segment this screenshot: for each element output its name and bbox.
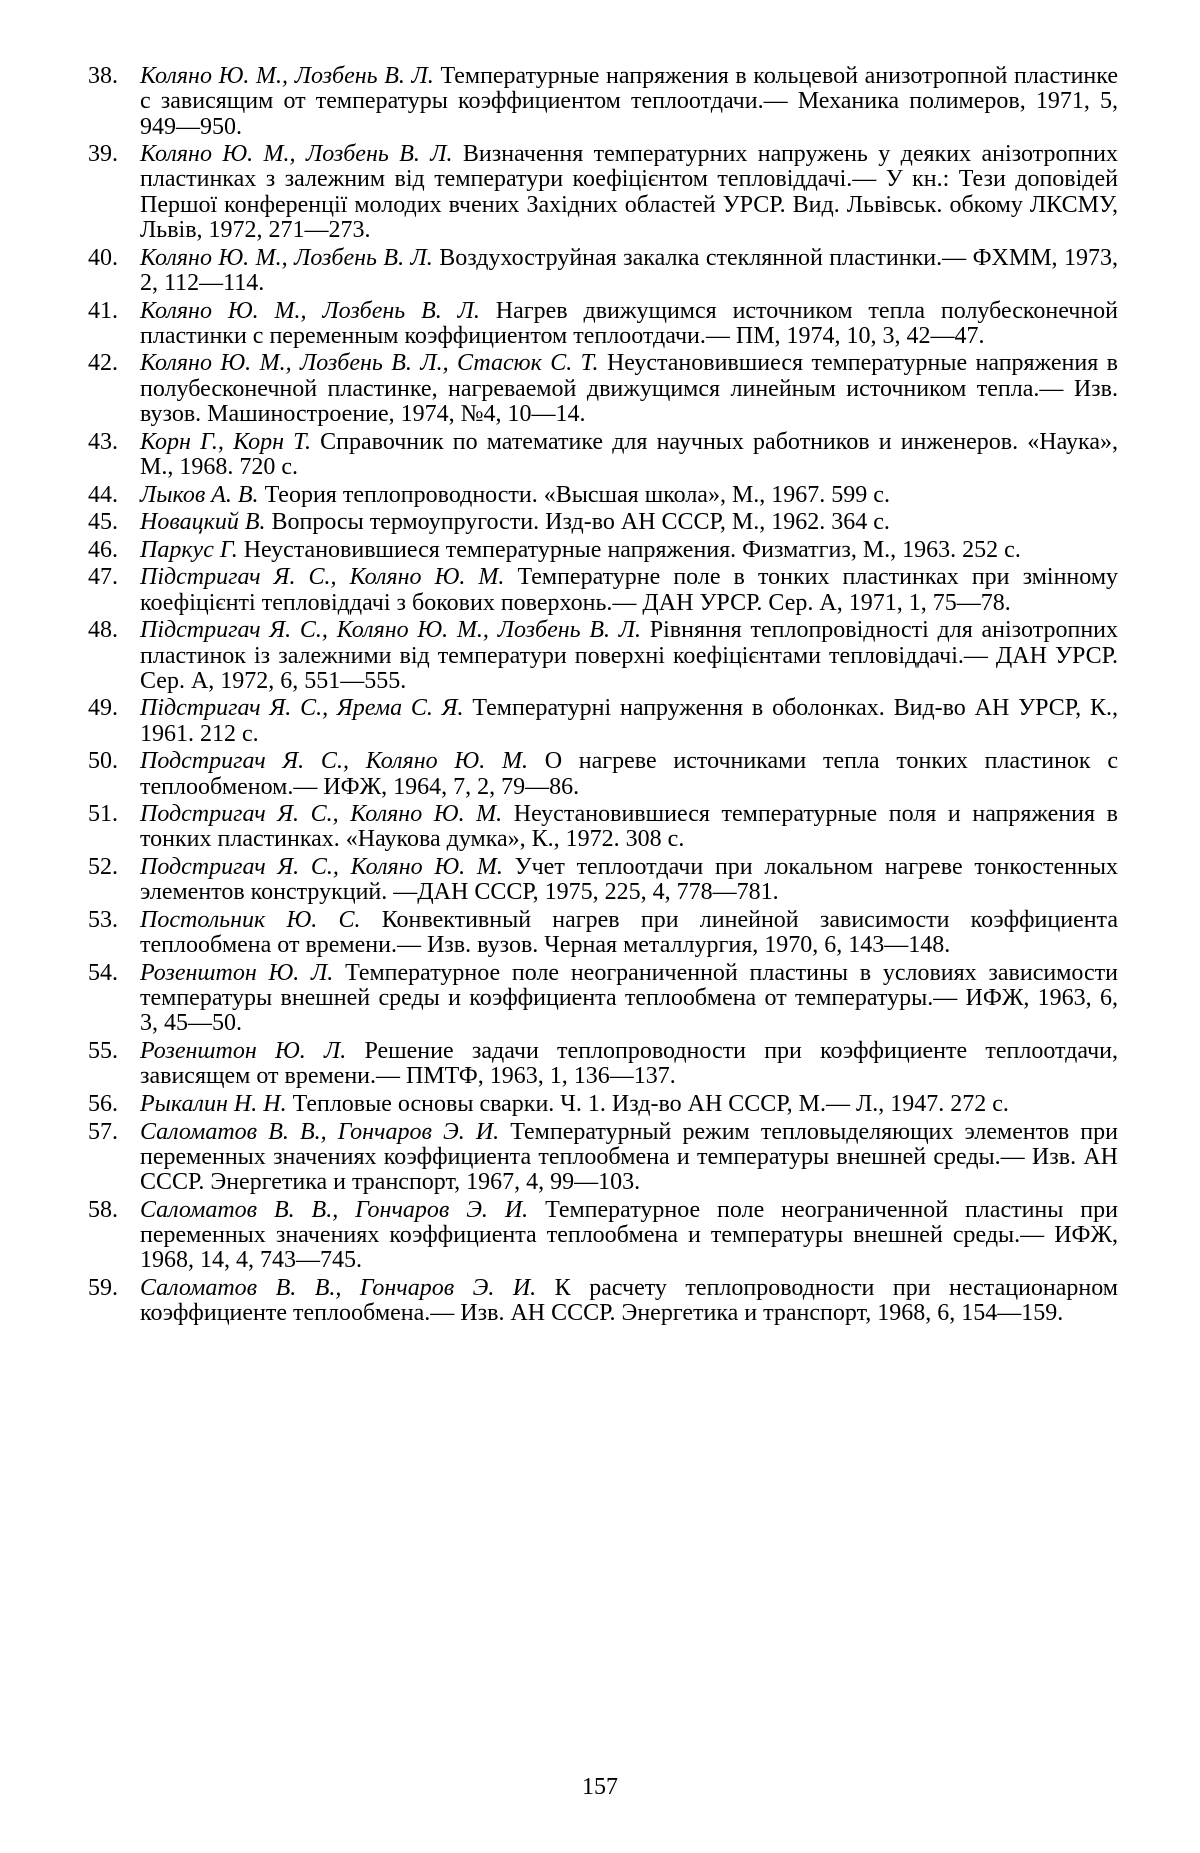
reference-text: К расчету теплопроводности при нестационарном коэффициенте теплообмена.— Изв. АН СССР. Энергетика и транспорт, 1968, 6, 154—159.	[140, 1274, 1118, 1327]
reference-text: Температурное поле неограниченной пластины в условиях зависимости температуры внешней среды и коэффициента теплообмена от температуры.— ИФЖ, 1963, 6, 3, 45—50.	[140, 959, 1118, 1037]
reference-item	[88, 538, 1118, 563]
reference-text: Вопросы термоупругости. Изд-во АН СССР, М., 1962. 364 с.	[265, 509, 890, 536]
reference-item	[88, 351, 1118, 427]
reference-number: 51.	[88, 801, 118, 828]
reference-item	[88, 1120, 1118, 1196]
reference-authors: Підстригач Я. С., Коляно Ю. М.	[140, 564, 505, 591]
reference-item	[88, 64, 1118, 140]
reference-text: Температурное поле неограниченной пластины при переменных значениях коэффициента теплообмена и температуры внешней среды.— ИФЖ, 1968, 14, 4, 743—745.	[140, 1196, 1118, 1274]
reference-authors: Саломатов В. В., Гончаров Э. И.	[140, 1274, 537, 1301]
reference-authors: Розенштон Ю. Л.	[140, 1038, 347, 1065]
reference-list	[88, 64, 1118, 1329]
reference-text: Неустановившиеся температурные напряжения. Физматгиз, М., 1963. 252 с.	[237, 536, 1021, 563]
reference-text: Температурные напряжения в кольцевой анизотропной пластинке с зависящим от температуры коэффициентом теплоотдачи.— Механика полимеров, 1971, 5, 949—950.	[140, 63, 1118, 140]
reference-item	[88, 802, 1118, 853]
reference-authors: Розенштон Ю. Л.	[140, 959, 334, 986]
reference-number: 56.	[88, 1090, 118, 1117]
reference-authors: Коляно Ю. М., Лозбень В. Л.	[140, 297, 480, 324]
reference-text: Воздухоструйная закалка стеклянной пластинки.— ФХММ, 1973, 2, 112—114.	[140, 244, 1118, 296]
reference-authors: Коляно Ю. М., Лозбень В. Л.	[140, 244, 433, 271]
reference-text: Конвективный нагрев при линейной зависимости коэффициента теплообмена от времени.— Изв. вузов. Черная металлургия, 1970, 6, 143—148.	[140, 906, 1118, 959]
reference-item	[88, 246, 1118, 297]
reference-number: 40.	[88, 244, 118, 271]
reference-authors: Корн Г., Корн Т.	[140, 428, 311, 455]
reference-number: 44.	[88, 481, 118, 508]
reference-text: Теория теплопроводности. «Высшая школа», М., 1967. 599 с.	[258, 481, 890, 508]
reference-authors: Саломатов В. В., Гончаров Э. И.	[140, 1196, 529, 1223]
reference-item	[88, 483, 1118, 508]
reference-item	[88, 1092, 1118, 1117]
reference-number: 42.	[88, 350, 118, 377]
reference-authors: Паркус Г.	[140, 536, 238, 563]
reference-authors: Подстригач Я. С., Коляно Ю. М.	[140, 748, 528, 775]
reference-item	[88, 1198, 1118, 1274]
reference-item	[88, 961, 1118, 1037]
reference-text: Неустановившиеся температурные поля и напряжения в тонких пластинках. «Наукова думка», К., 1972. 308 с.	[140, 801, 1118, 853]
reference-text: О нагреве источниками тепла тонких пластинок с теплообменом.— ИФЖ, 1964, 7, 2, 79—86.	[140, 748, 1118, 800]
reference-text: Нагрев движущимся источником тепла полубесконечной пластинки с переменным коэффициентом теплоотдачи.— ПМ, 1974, 10, 3, 42—47.	[140, 297, 1119, 349]
reference-number: 59.	[88, 1274, 118, 1301]
reference-number: 52.	[88, 854, 118, 881]
reference-item	[88, 142, 1118, 243]
reference-item	[88, 299, 1118, 350]
reference-number: 39.	[88, 141, 118, 168]
reference-text: Учет теплоотдачи при локальном нагреве тонкостенных элементов конструкций. —ДАН СССР, 1975, 225, 4, 778—781.	[140, 854, 1119, 906]
reference-text: Визначення температурних напружень у деяких анізотропних пластинках з залежним від температури коефіцієнтом тепловіддачі.— У кн.: Тези доповідей Першої конференції молодих вчених Західних областей УРСР. Вид. Львівськ. обкому ЛКСМУ, Львів, 1972, 271—273.	[140, 141, 1118, 244]
reference-number: 48.	[88, 617, 118, 644]
reference-authors: Подстригач Я. С., Коляно Ю. М.	[140, 801, 503, 828]
reference-text: Неустановившиеся температурные напряжения в полубесконечной пластинке, нагреваемой движущимся линейным источником тепла.— Изв. вузов. Машиностроение, 1974, №4, 10—14.	[140, 350, 1118, 428]
reference-number: 45.	[88, 509, 118, 536]
reference-authors: Коляно Ю. М., Лозбень В. Л., Стасюк С. Т.	[140, 350, 599, 377]
reference-number: 47.	[88, 564, 118, 591]
reference-item	[88, 618, 1118, 694]
reference-text: Температурне поле в тонких пластинках при змінному коефіцієнті тепловіддачі з бокових поверхонь.— ДАН УРСР. Сер. А, 1971, 1, 75—78.	[140, 564, 1119, 616]
reference-number: 43.	[88, 428, 118, 455]
reference-number: 49.	[88, 695, 118, 722]
reference-number: 57.	[88, 1118, 118, 1145]
reference-number: 41.	[88, 297, 118, 324]
reference-text: Решение задачи теплопроводности при коэффициенте теплоотдачи, зависящем от времени.— ПМТФ, 1963, 1, 136—137.	[140, 1038, 1118, 1090]
reference-authors: Коляно Ю. М., Лозбень В. Л.	[140, 63, 434, 89]
reference-authors: Підстригач Я. С., Ярема С. Я.	[140, 695, 464, 722]
reference-item	[88, 855, 1118, 906]
reference-authors: Підстригач Я. С., Коляно Ю. М., Лозбень В. Л.	[140, 617, 641, 644]
page-number: 157	[582, 1774, 618, 1800]
reference-item	[88, 749, 1118, 800]
reference-number: 54.	[88, 959, 118, 986]
reference-text: Тепловые основы сварки. Ч. 1. Изд-во АН СССР, М.— Л., 1947. 272 с.	[286, 1090, 1009, 1117]
reference-number: 46.	[88, 536, 118, 563]
reference-text: Справочник по математике для научных работников и инженеров. «Наука», М., 1968. 720 с.	[140, 428, 1118, 480]
reference-item	[88, 1276, 1118, 1327]
reference-item	[88, 1039, 1118, 1090]
reference-number: 38.	[88, 63, 118, 89]
reference-authors: Саломатов В. В., Гончаров Э. И.	[140, 1118, 500, 1145]
reference-authors: Рыкалин Н. Н.	[140, 1090, 287, 1117]
reference-item	[88, 565, 1118, 616]
reference-number: 53.	[88, 906, 118, 933]
reference-authors: Лыков А. В.	[140, 481, 259, 508]
reference-authors: Новацкий В.	[140, 509, 266, 536]
reference-item	[88, 908, 1118, 959]
reference-authors: Коляно Ю. М., Лозбень В. Л.	[140, 141, 453, 168]
reference-item	[88, 510, 1118, 535]
reference-authors: Подстригач Я. С., Коляно Ю. М.	[140, 854, 503, 881]
reference-number: 58.	[88, 1196, 118, 1223]
reference-text: Температурні напруження в оболонках. Вид-во АН УРСР, К., 1961. 212 с.	[140, 695, 1118, 747]
reference-authors: Постольник Ю. С.	[140, 906, 361, 933]
reference-number: 55.	[88, 1038, 118, 1065]
reference-item	[88, 430, 1118, 481]
reference-item	[88, 696, 1118, 747]
reference-text: Рівняння теплопровідності для анізотропних пластинок із залежними від температури поверхні коефіцієнтами тепловіддачі.— ДАН УРСР. Сер. А, 1972, 6, 551—555.	[140, 617, 1119, 694]
reference-text: Температурный режим тепловыделяющих элементов при переменных значениях коэффициента теплообмена и температуры внешней среды.— Изв. АН СССР. Энергетика и транспорт, 1967, 4, 99—103.	[140, 1118, 1118, 1196]
reference-number: 50.	[88, 748, 118, 775]
